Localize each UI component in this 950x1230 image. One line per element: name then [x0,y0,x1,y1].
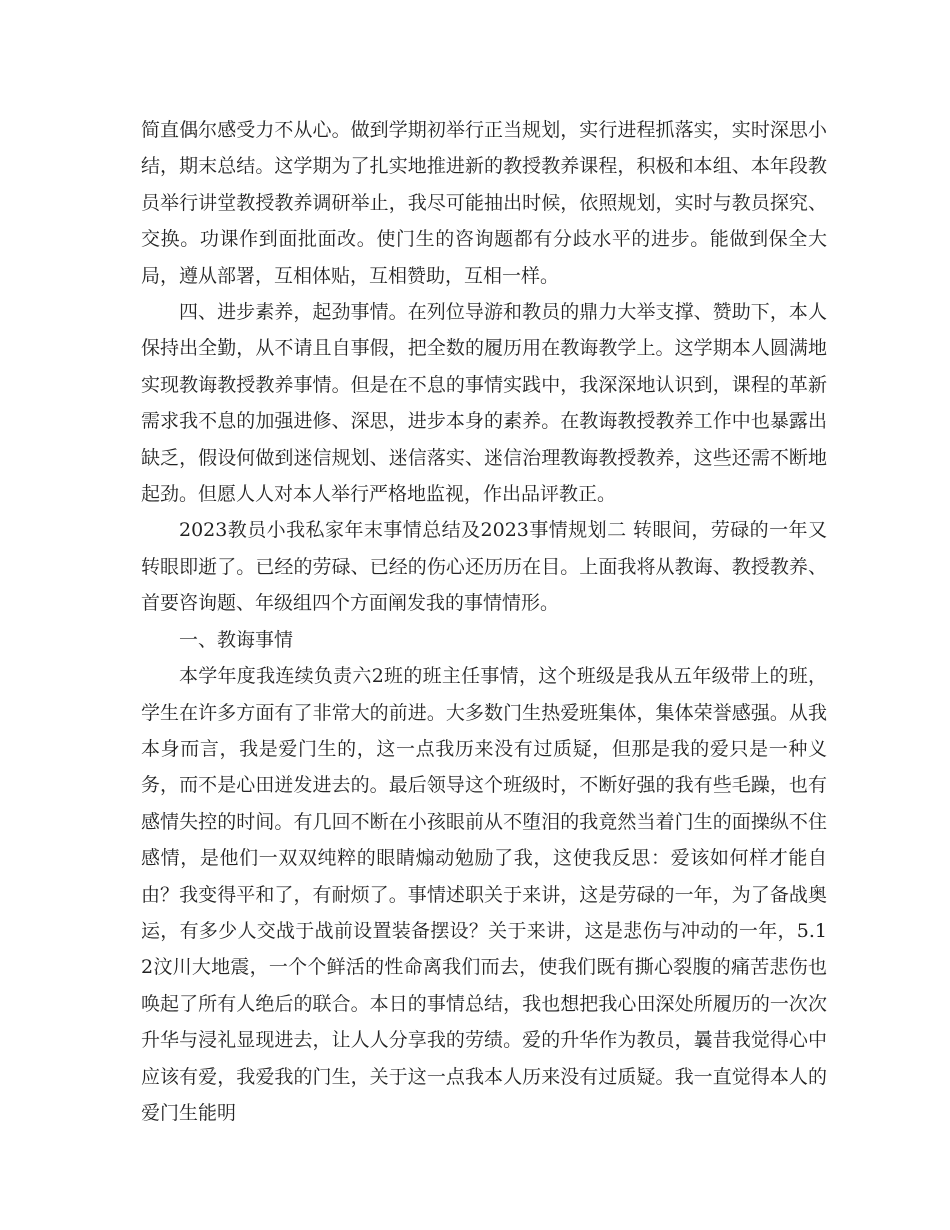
document-body [141,112,827,1131]
paragraph-continuation: 简直偶尔感受力不从心。做到学期初举行正当规划，实行进程抓落实，实时深思小结，期末总结。这学期为了扎实地推进新的教授教养课程，积极和本组、本年段教员举行讲堂教授教养调研举止，我尽可能抽出时候，依照规划，实时与教员探究、交换。功课作到面批面改。使门生的咨询题都有分歧水平的进步。能做到保全大局，遵从部署，互相体贴，互相赞助，互相一样。 [141,119,827,287]
paragraph-section-four: 四、进步素养，起劲事情。在列位导游和教员的鼎力大举支撑、赞助下，本人保持出全勤，从不请且自事假，把全数的履历用在教诲教学上。这学期本人圆满地实现教诲教授教养事情。但是在不息的事情实践中，我深深地认识到，课程的革新需求我不息的加强进修、深思，进步本身的素养。在教诲教授教养工作中也暴露出缺乏，假设何做到迷信规划、迷信落实、迷信治理教诲教授教养，这些还需不断地起劲。但愿人人对本人举行严格地监视，作出品评教正。 [141,301,827,506]
paragraph-summary-intro: 2023教员小我私家年末事情总结及2023事情规划二 转眼间，劳碌的一年又转眼即逝了。已经的劳碌、已经的伤心还历历在目。上面我将从教诲、教授教养、首要咨询题、年级组四个方面阐发我的事情情形。 [141,519,827,615]
paragraph-class-teacher: 本学年度我连续负责六2班的班主任事情，这个班级是我从五年级带上的班，学生在许多方面有了非常大的前进。大多数门生热爱班集体，集体荣誉感强。从我本身而言，我是爱门生的，这一点我历来没有过质疑，但那是我的爱只是一种义务，而不是心田迸发进去的。最后领导这个班级时，不断好强的我有些毛躁，也有感情失控的时间。有几回不断在小孩眼前从不堕泪的我竟然当着门生的面操纵不住感情，是他们一双双纯粹的眼睛煽动勉励了我，这使我反思：爱该如何样才能自由？我变得平和了，有耐烦了。事情述职关于来讲，这是劳碌的一年，为了备战奥运，有多少人交战于战前设置装备摆设？关于来讲，这是悲伤与冲动的一年，5.12汶川大地震，一个个鲜活的性命离我们而去，使我们既有撕心裂腹的痛苦悲伤也唤起了所有人绝后的联合。本日的事情总结，我也想把我心田深处所履历的一次次升华与浸礼显现进去，让人人分享我的劳绩。爱的升华作为教员，曩昔我觉得心中应该有爱，我爱我的门生，关于这一点我本人历来没有过质疑。我一直觉得本人的爱门生能明 [141,665,827,1124]
section-heading-education: 一、教诲事情 [179,628,294,651]
